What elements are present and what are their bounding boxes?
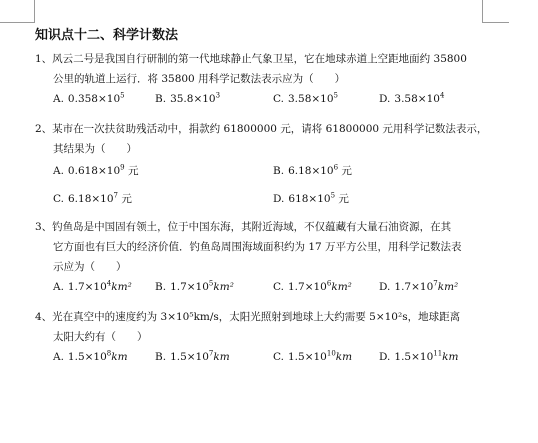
question-4 <box>35 309 505 371</box>
crop-mark-top-left <box>0 0 35 23</box>
question-text-line: 2、某市在一次扶贫助残活动中，捐款约 61800000 元，请将 61800000 元用科学记数法表示， <box>35 123 488 135</box>
option-b[interactable]: B. $35.8\times 10^3$ <box>155 91 221 105</box>
question-text-line: 它方面也有巨大的经济价值．钓鱼岛周围海域面积约为 17 万平方公里，用科学记数法表 <box>53 241 462 253</box>
option-d[interactable]: D. $3.58\times 10^4$ <box>379 91 445 105</box>
options-row <box>35 281 505 301</box>
option-b[interactable]: B. $1.7\times 10^5km^2$ <box>155 279 234 293</box>
option-c[interactable]: C. $6.18\times 10^7$ 元 <box>53 191 132 205</box>
option-a[interactable]: A. $1.7\times 10^4km^2$ <box>53 279 132 293</box>
option-a[interactable]: A. $0.618\times 10^9$ 元 <box>53 163 139 177</box>
options-row <box>35 351 505 371</box>
option-b[interactable]: B. $6.18\times 10^6$ 元 <box>273 163 352 177</box>
question-text-line: 3、钓鱼岛是中国固有领土，位于中国东海，其附近海域，不仅蕴藏有大量石油资源，在其 <box>35 221 452 233</box>
question-text-line: 太阳大约有（ ） <box>53 331 148 343</box>
document-page <box>35 24 505 379</box>
question-3 <box>35 219 505 301</box>
crop-mark-top-right <box>482 0 509 23</box>
options-row <box>35 191 505 211</box>
question-text-line: 公里的轨道上运行．将 35800 用科学记数法表示应为（ ） <box>53 73 346 85</box>
question-text-line: 示应为（ ） <box>53 261 127 273</box>
section-title: 知识点十二、科学计数法 <box>35 28 179 43</box>
option-d[interactable]: D. $618\times 10^5$ 元 <box>273 191 349 205</box>
question-text-line: 4、光在真空中的速度约为 3×10⁵km/s，太阳光照射到地球上大约需要 5×10²s，地球距离 <box>35 311 461 323</box>
option-a[interactable]: A. $1.5\times 10^8km$ <box>53 349 128 363</box>
option-c[interactable]: C. $3.58\times 10^5$ <box>273 91 339 105</box>
option-c[interactable]: C. $1.7\times 10^6km^2$ <box>273 279 352 293</box>
question-text-line: 其结果为（ ） <box>53 143 137 155</box>
option-c[interactable]: C. $1.5\times 10^{10}km$ <box>273 349 353 363</box>
option-d[interactable]: D. $1.7\times 10^7km^2$ <box>379 279 459 293</box>
question-text-line: 1、风云二号是我国自行研制的第一代地球静止气象卫星，它在地球赤道上空距地面约 35800 <box>35 53 467 65</box>
options-row <box>35 163 505 183</box>
option-b[interactable]: B. $1.5\times 10^7km$ <box>155 349 230 363</box>
question-2 <box>35 121 505 211</box>
option-a[interactable]: A. $0.358\times 10^5$ <box>53 91 125 105</box>
options-row <box>35 93 505 113</box>
option-d[interactable]: D. $1.5\times 10^{11}km$ <box>379 349 459 363</box>
question-1 <box>35 51 505 113</box>
